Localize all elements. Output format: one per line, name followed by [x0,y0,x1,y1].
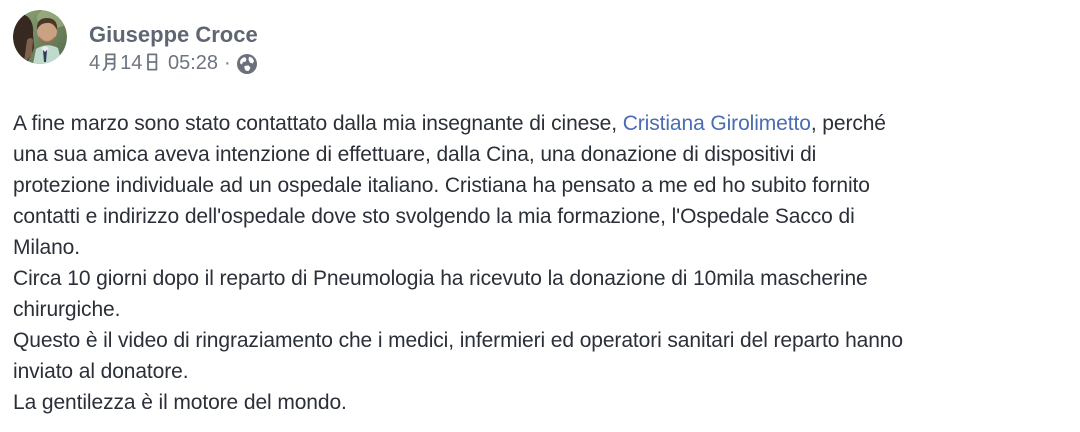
post-line [13,263,1066,294]
post-text: inviato al donatore. [13,360,189,383]
post-text: Questo è il video di ringraziamento che i medici, infermieri ed operatori sanitari del reparto hanno [13,329,903,352]
profile-link[interactable]: Cristiana Girolimetto [622,112,811,135]
post-line [13,387,1066,418]
post-header-text [89,10,258,76]
post-text: chirurgiche. [13,298,121,321]
cjk-month-glyph [100,52,120,72]
post-body [0,108,1080,418]
post-text: una sua amica aveva intenzione di effettuare, dalla Cina, una donazione di dispositivi di [13,143,817,166]
post-text: Milano. [13,236,80,259]
post-line [13,325,1066,356]
post-text: protezione individuale ad un ospedale italiano. Cristiana ha pensato a me ed ho subito fornito [13,174,870,197]
post-line [13,139,1066,170]
avatar[interactable] [13,10,67,64]
post-line [13,108,1066,139]
post-timestamp[interactable]: 4 14 05:28 [89,52,218,74]
post-text: , perché [810,112,886,135]
post-header [0,0,1080,76]
post-text: A fine marzo sono stato contattato dalla mia insegnante di cinese, [13,112,623,135]
author-name[interactable]: Giuseppe Croce [89,22,258,47]
post-meta [89,51,258,76]
post-line [13,201,1066,232]
cjk-day-glyph [142,52,162,72]
post-line [13,232,1066,263]
avatar-photo [13,10,67,64]
globe-icon [237,54,257,74]
post-text: Circa 10 giorni dopo il reparto di Pneumologia ha ricevuto la donazione di 10mila mascherine [13,267,868,290]
post-line [13,356,1066,387]
post-text: La gentilezza è il motore del mondo. [13,391,347,414]
post-line [13,294,1066,325]
post-text: contatti e indirizzo dell'ospedale dove sto svolgendo la mia formazione, l'Ospedale Sacco di [13,205,855,228]
post-line [13,170,1066,201]
meta-separator: · [224,52,231,74]
